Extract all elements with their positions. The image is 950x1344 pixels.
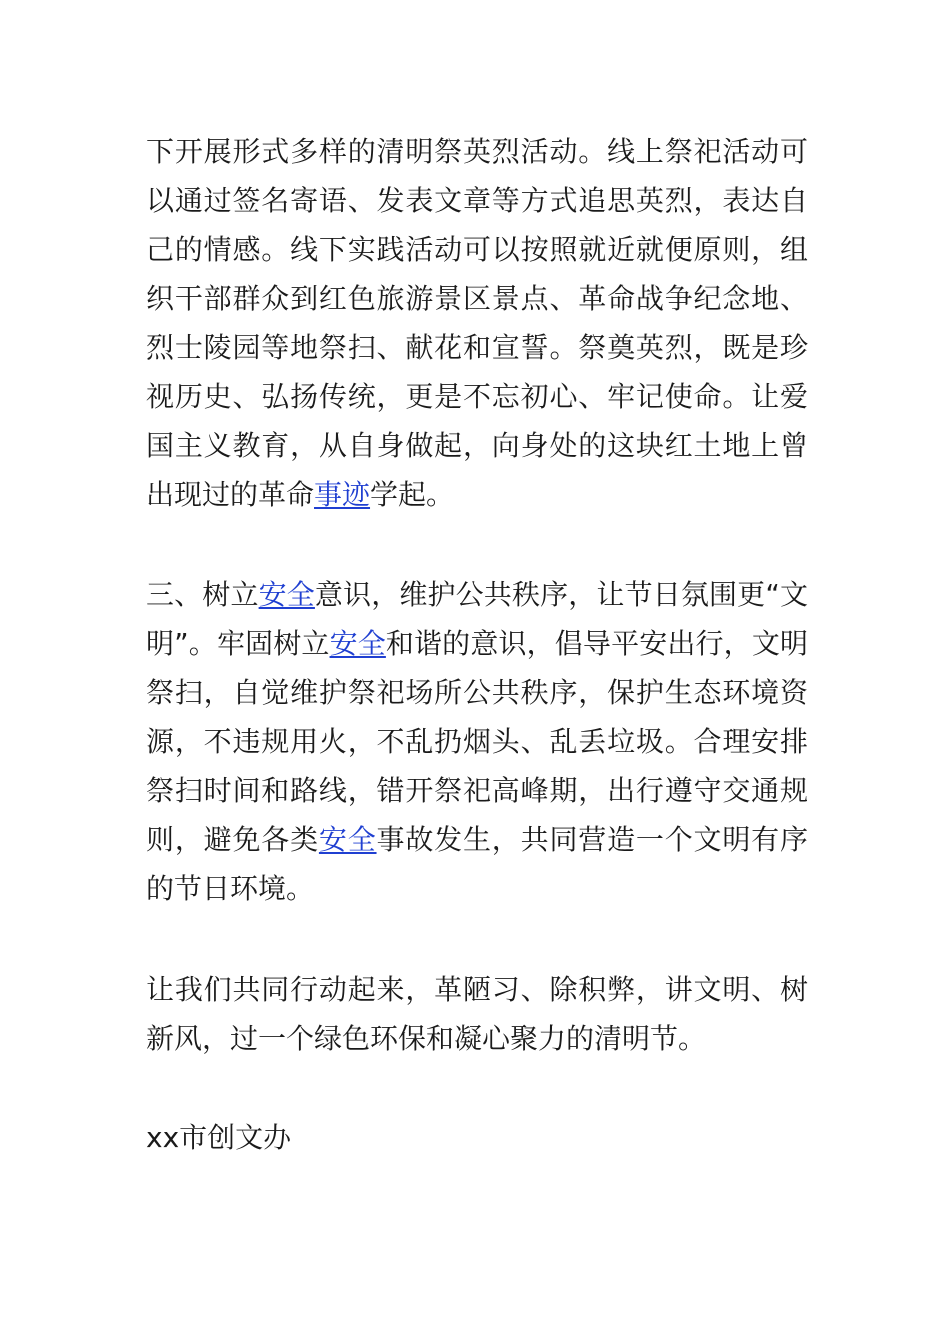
paragraph-text: 意识，维护公共秩序，让节日氛围更“文明”。牢固树立 (146, 578, 808, 660)
signature-issuer: xx市创文办 (146, 1121, 292, 1154)
paragraph-text: 事故发生，共同营造一个文明有序的节日环境。 (146, 823, 808, 905)
paragraph-safety-awareness (146, 570, 808, 913)
link-safety-3[interactable]: 安全 (318, 823, 377, 856)
paragraph-text: 和谐的意识，倡导平安出行，文明祭扫，自觉维护祭祀场所公共秩序，保护生态环境资源，不违规用火，不乱扔烟头、乱丢垃圾。合理安排祭扫时间和路线，错开祭祀高峰期，出行遵守交通规则，避免各类 (146, 627, 808, 856)
paragraph-text: 下开展形式多样的清明祭英烈活动。线上祭祀活动可以通过签名寄语、发表文章等方式追思英烈，表达自己的情感。线下实践活动可以按照就近就便原则，组织干部群众到红色旅游景区景点、革命战争纪念地、烈士陵园等地祭扫、献花和宣誓。祭奠英烈，既是珍视历史、弘扬传统，更是不忘初心、牢记使命。让爱国主义教育，从自身做起，向身处的这块红土地上曾出现过的革命 (146, 135, 808, 511)
link-safety-2[interactable]: 安全 (329, 627, 386, 660)
paragraph-text: 三、树立 (146, 578, 259, 611)
link-deeds[interactable]: 事迹 (314, 478, 371, 511)
link-safety-1[interactable]: 安全 (258, 578, 315, 611)
paragraph-memorial-activities (146, 127, 808, 519)
paragraph-text: 学起。 (370, 478, 455, 511)
paragraph-call-to-action: 让我们共同行动起来，革陋习、除积弊，讲文明、树新风，过一个绿色环保和凝心聚力的清明节。 (146, 973, 808, 1055)
